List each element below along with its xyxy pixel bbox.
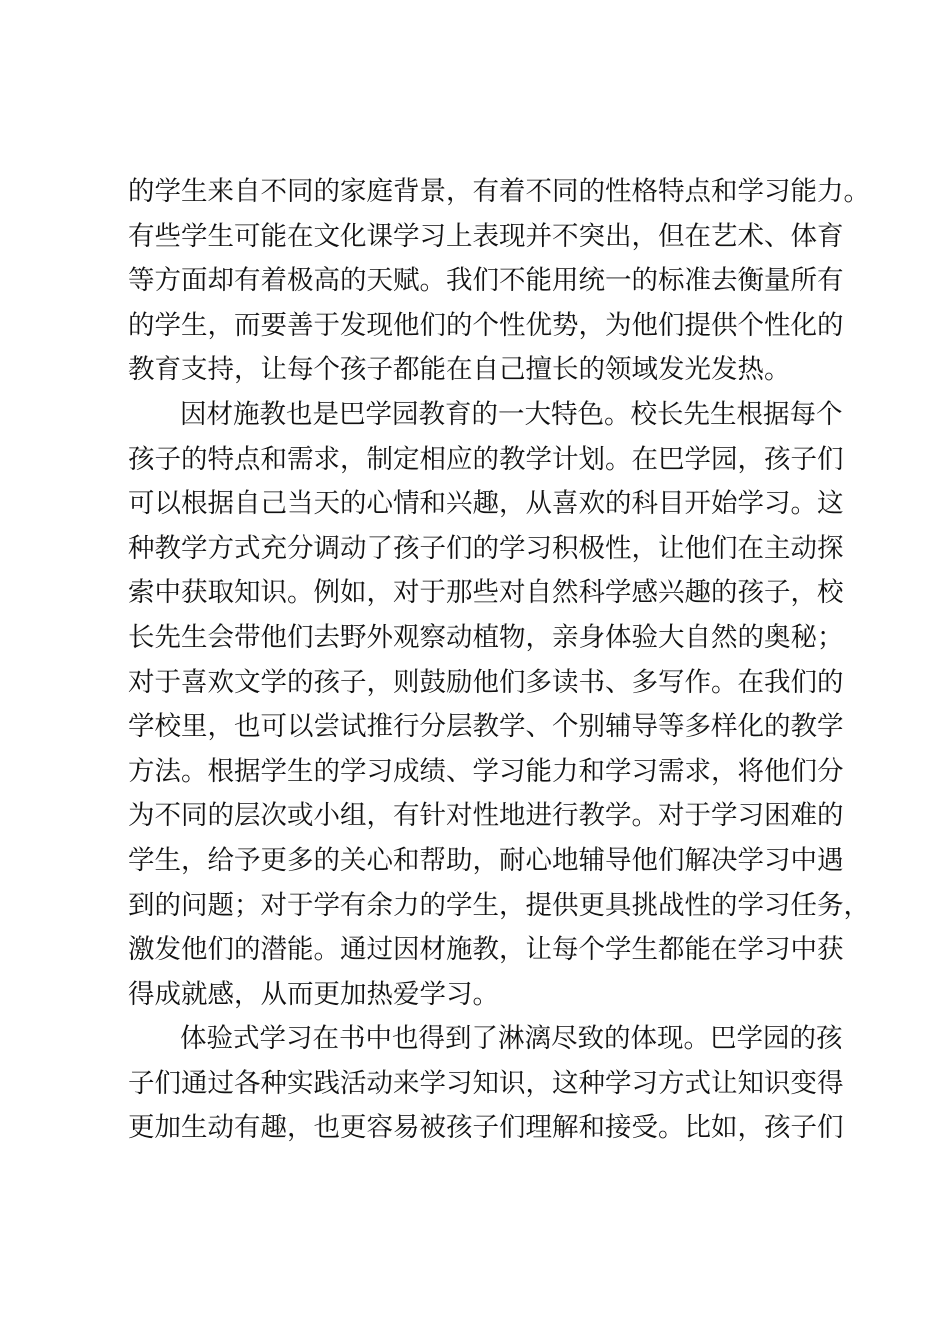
text-line: 激发他们的潜能。通过因材施教，让每个学生都能在学习中获 bbox=[128, 934, 844, 966]
text-line: 方法。根据学生的学习成绩、学习能力和学习需求，将他们分 bbox=[128, 755, 844, 787]
text-line: 种教学方式充分调动了孩子们的学习积极性，让他们在主动探 bbox=[128, 532, 844, 564]
text-line: 更加生动有趣，也更容易被孩子们理解和接受。比如，孩子们 bbox=[128, 1112, 844, 1144]
text-line: 学校里，也可以尝试推行分层教学、个别辅导等多样化的教学 bbox=[128, 711, 844, 743]
text-line: 子们通过各种实践活动来学习知识，这种学习方式让知识变得 bbox=[128, 1067, 844, 1099]
text-line: 的学生，而要善于发现他们的个性优势，为他们提供个性化的 bbox=[128, 309, 844, 341]
text-line: 孩子的特点和需求，制定相应的教学计划。在巴学园，孩子们 bbox=[128, 443, 844, 475]
text-line: 对于喜欢文学的孩子，则鼓励他们多读书、多写作。在我们的 bbox=[128, 666, 844, 698]
text-line: 学生，给予更多的关心和帮助，耐心地辅导他们解决学习中遇 bbox=[128, 844, 844, 876]
text-line: 为不同的层次或小组，有针对性地进行教学。对于学习困难的 bbox=[128, 800, 844, 832]
paragraph-start-line: 因材施教也是巴学园教育的一大特色。校长先生根据每个 bbox=[180, 398, 843, 430]
body-text bbox=[128, 170, 870, 1151]
text-line: 可以根据自己当天的心情和兴趣，从喜欢的科目开始学习。这 bbox=[128, 488, 844, 520]
text-line: 得成就感，从而更加热爱学习。 bbox=[128, 978, 499, 1010]
text-line: 长先生会带他们去野外观察动植物，亲身体验大自然的奥秘； bbox=[128, 621, 844, 653]
text-line: 的学生来自不同的家庭背景，有着不同的性格特点和学习能力。 bbox=[128, 176, 870, 207]
text-line: 到的问题；对于学有余力的学生，提供更具挑战性的学习任务， bbox=[128, 889, 870, 921]
text-line: 教育支持，让每个孩子都能在自己擅长的领域发光发热。 bbox=[128, 354, 791, 386]
text-line: 有些学生可能在文化课学习上表现并不突出，但在艺术、体育 bbox=[128, 220, 844, 252]
text-line: 等方面却有着极高的天赋。我们不能用统一的标准去衡量所有 bbox=[128, 265, 844, 297]
paragraph-start-line: 体验式学习在书中也得到了淋漓尽致的体现。巴学园的孩 bbox=[180, 1023, 843, 1055]
text-line: 索中获取知识。例如，对于那些对自然科学感兴趣的孩子，校 bbox=[128, 577, 844, 609]
